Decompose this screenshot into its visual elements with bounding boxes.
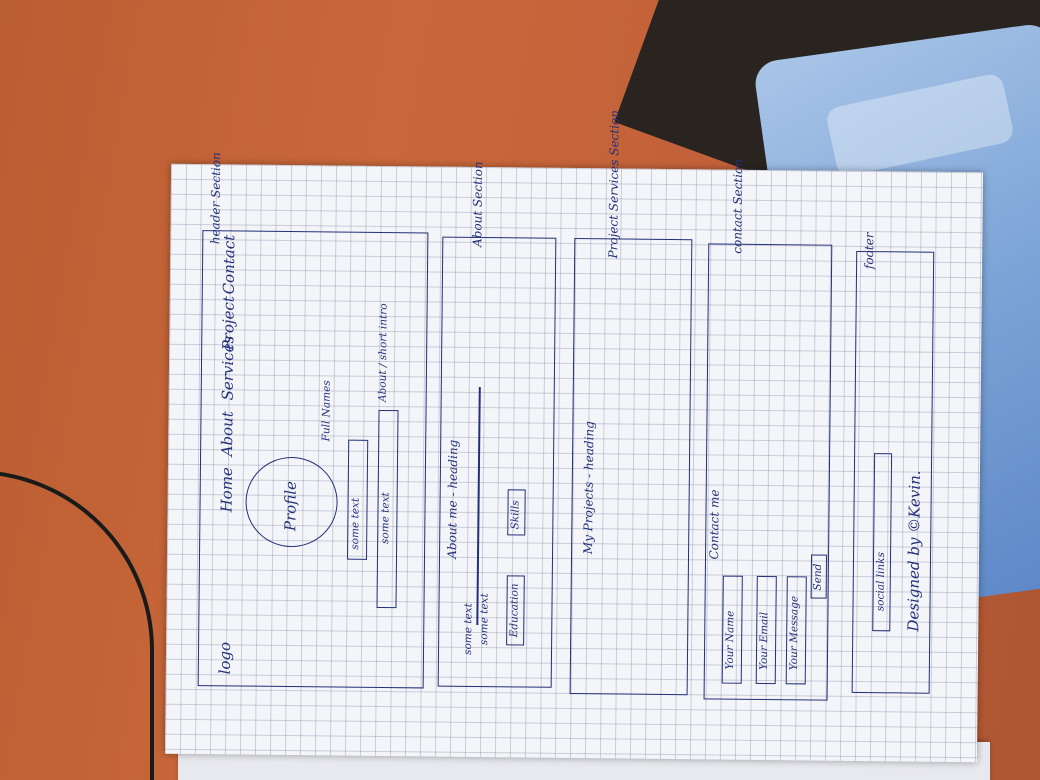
projects-heading: My Projects - heading: [581, 421, 597, 555]
header-text-2: some text: [379, 492, 392, 545]
email-field-text: Your Email: [757, 611, 771, 671]
about-section-label: About Section: [470, 161, 486, 248]
contact-section-label: contact Section: [730, 158, 746, 254]
logo-text: logo: [215, 641, 235, 675]
message-field-text: Your Message: [787, 595, 801, 671]
header-text-1: some text: [349, 497, 362, 550]
education-text: Education: [508, 583, 521, 638]
name-field-text: Your Name: [723, 610, 737, 670]
about-text-2: some text: [478, 593, 491, 646]
profile-text: Profile: [281, 480, 300, 532]
contact-heading: Contact me: [706, 489, 722, 560]
notebook-page: [165, 109, 983, 762]
about-text-1: some text: [461, 603, 475, 655]
nav-home: Home: [217, 467, 236, 513]
note-full-names: Full Names: [320, 380, 333, 442]
footer-credit: Designed by ©Kevin.: [904, 470, 924, 632]
header-section-label: header Section: [208, 152, 224, 245]
skills-text: Skills: [509, 500, 522, 530]
about-heading: About me - heading: [444, 439, 461, 559]
send-button-text: Send: [811, 563, 824, 591]
nav-about: About: [218, 411, 237, 457]
projects-section-label: Project Services Section: [606, 109, 622, 259]
footer-section-label: footer: [862, 232, 877, 270]
social-links-text: social links: [874, 552, 888, 612]
nav-project: Project: [219, 296, 238, 351]
nav-contact: Contact: [219, 234, 239, 295]
note-about-intro: About / short intro: [376, 303, 390, 403]
nav-services: Services: [218, 335, 238, 401]
